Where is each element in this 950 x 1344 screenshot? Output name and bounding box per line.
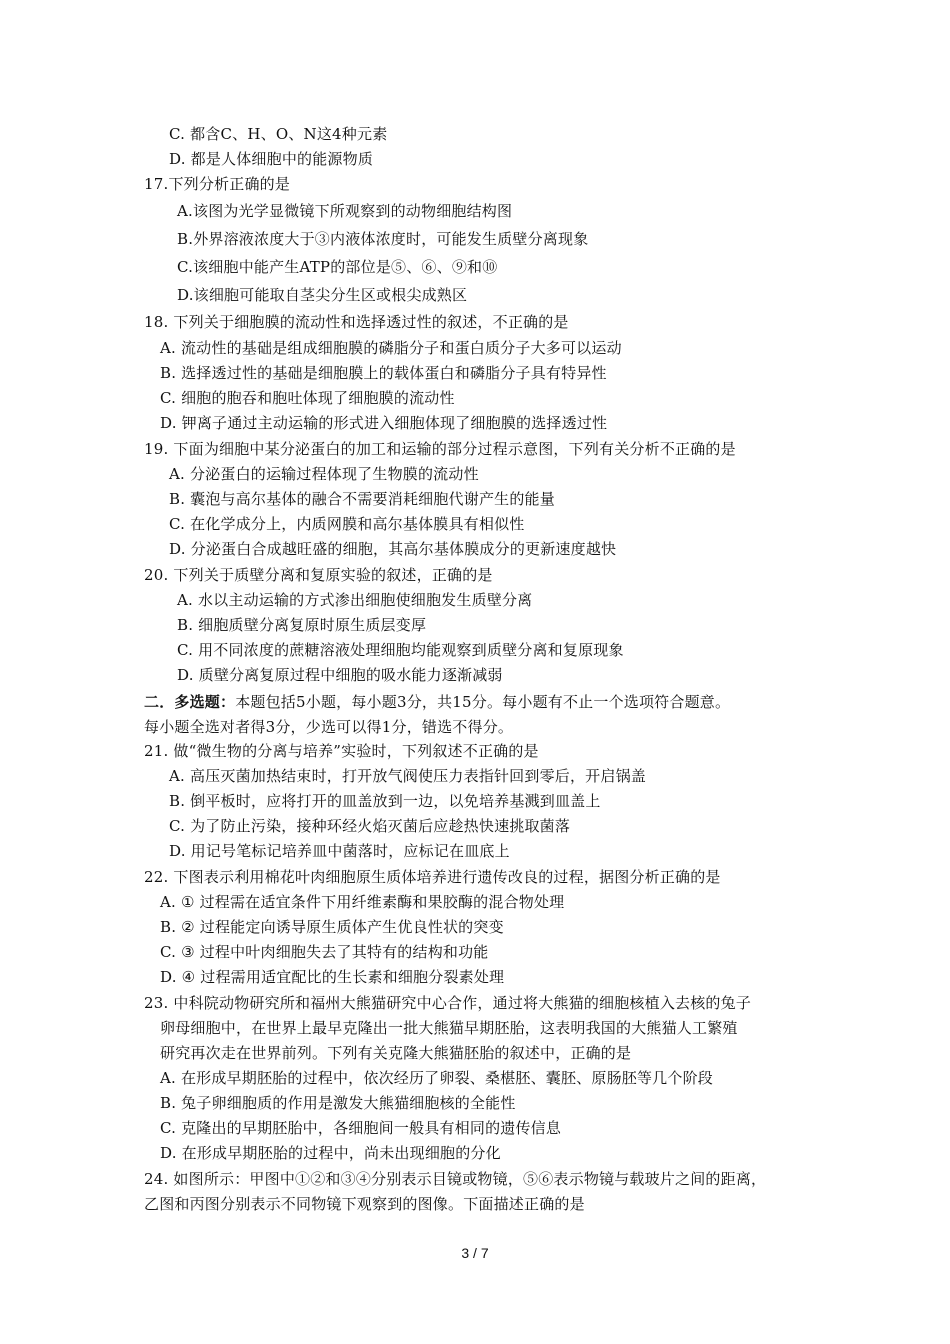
q21-option-d: D. 用记号笔标记培养皿中菌落时，应标记在皿底上	[169, 842, 510, 860]
q23-stem-line-3: 研究再次走在世界前列。下列有关克隆大熊猫胚胎的叙述中，正确的是	[160, 1044, 632, 1062]
q18-option-c: C. 细胞的胞吞和胞吐体现了细胞膜的流动性	[160, 389, 455, 407]
q22-option-a: A. ① 过程需在适宜条件下用纤维素酶和果胶酶的混合物处理	[160, 893, 565, 911]
q17-option-c: C.该细胞中能产生ATP的部位是⑤、⑥、⑨和⑩	[177, 258, 498, 276]
section-2-heading: 二．多选题：	[144, 693, 236, 711]
q21-stem: 21. 做“微生物的分离与培养”实验时，下列叙述不正确的是	[144, 742, 539, 760]
q20-option-c: C. 用不同浓度的蔗糖溶液处理细胞均能观察到质壁分离和复原现象	[177, 641, 624, 659]
q23-option-c: C. 克隆出的早期胚胎中，各细胞间一般具有相同的遗传信息	[160, 1119, 562, 1137]
q20-option-d: D. 质壁分离复原过程中细胞的吸水能力逐渐减弱	[177, 666, 503, 684]
q24-stem-line-1: 24. 如图所示：甲图中①②和③④分别表示目镜或物镜，⑤⑥表示物镜与载玻片之间的距离，	[144, 1170, 767, 1188]
q16-option-c: C. 都含C、H、O、N这4种元素	[169, 125, 388, 143]
q17-option-d: D.该细胞可能取自茎尖分生区或根尖成熟区	[177, 286, 468, 304]
q23-stem-line-2: 卵母细胞中，在世界上最早克隆出一批大熊猫早期胚胎，这表明我国的大熊猫人工繁殖	[160, 1019, 738, 1037]
q22-option-b: B. ② 过程能定向诱导原生质体产生优良性状的突变	[160, 918, 504, 936]
q21-option-b: B. 倒平板时，应将打开的皿盖放到一边，以免培养基溅到皿盖上	[169, 792, 601, 810]
q21-option-a: A. 高压灭菌加热结束时，打开放气阀使压力表指针回到零后，开启锅盖	[169, 767, 646, 785]
q23-stem-line-1: 23. 中科院动物研究所和福州大熊猫研究中心合作，通过将大熊猫的细胞核植入去核的兔子	[144, 994, 752, 1012]
section-2-intro-line-1	[144, 692, 730, 712]
section-2-intro-text: 本题包括5小题，每小题3分，共15分。每小题有不止一个选项符合题意。	[235, 693, 731, 711]
q18-option-b: B. 选择透过性的基础是细胞膜上的载体蛋白和磷脂分子具有特异性	[160, 364, 607, 382]
q17-stem: 17.下列分析正确的是	[144, 175, 291, 193]
q22-option-d: D. ④ 过程需用适宜配比的生长素和细胞分裂素处理	[160, 968, 505, 986]
q22-option-c: C. ③ 过程中叶肉细胞失去了其特有的结构和功能	[160, 943, 489, 961]
q17-option-a: A.该图为光学显微镜下所观察到的动物细胞结构图	[177, 202, 513, 220]
q17-option-b: B.外界溶液浓度大于③内液体浓度时，可能发生质壁分离现象	[177, 230, 589, 248]
q23-option-a: A. 在形成早期胚胎的过程中，依次经历了卵裂、桑椹胚、囊胚、原肠胚等几个阶段	[160, 1069, 713, 1087]
page-number: 3 / 7	[461, 1245, 489, 1261]
q19-option-a: A. 分泌蛋白的运输过程体现了生物膜的流动性	[169, 465, 479, 483]
q21-option-c: C. 为了防止污染，接种环经火焰灭菌后应趁热快速挑取菌落	[169, 817, 571, 835]
q18-option-d: D. 钾离子通过主动运输的形式进入细胞体现了细胞膜的选择透过性	[160, 414, 608, 432]
q23-option-b: B. 兔子卵细胞质的作用是激发大熊猫细胞核的全能性	[160, 1094, 516, 1112]
q18-option-a: A. 流动性的基础是组成细胞膜的磷脂分子和蛋白质分子大多可以运动	[160, 339, 622, 357]
q20-option-b: B. 细胞质壁分离复原时原生质层变厚	[177, 616, 427, 634]
q19-option-c: C. 在化学成分上，内质网膜和高尔基体膜具有相似性	[169, 515, 525, 533]
q19-option-b: B. 囊泡与高尔基体的融合不需要消耗细胞代谢产生的能量	[169, 490, 555, 508]
q22-stem: 22. 下图表示利用棉花叶肉细胞原生质体培养进行遗传改良的过程，据图分析正确的是	[144, 868, 721, 886]
q19-option-d: D. 分泌蛋白合成越旺盛的细胞，其高尔基体膜成分的更新速度越快	[169, 540, 617, 558]
q19-stem: 19. 下面为细胞中某分泌蛋白的加工和运输的部分过程示意图，下列有关分析不正确的是	[144, 440, 736, 458]
section-2-intro-line-2: 每小题全选对者得3分，少选可以得1分，错选不得分。	[144, 718, 514, 736]
q20-option-a: A. 水以主动运输的方式渗出细胞使细胞发生质壁分离	[177, 591, 533, 609]
q24-stem-line-2: 乙图和丙图分别表示不同物镜下观察到的图像。下面描述正确的是	[144, 1195, 585, 1213]
q18-stem: 18. 下列关于细胞膜的流动性和选择透过性的叙述，不正确的是	[144, 313, 569, 331]
q20-stem: 20. 下列关于质壁分离和复原实验的叙述，正确的是	[144, 566, 493, 584]
q23-option-d: D. 在形成早期胚胎的过程中，尚未出现细胞的分化	[160, 1144, 501, 1162]
q16-option-d: D. 都是人体细胞中的能源物质	[169, 150, 374, 168]
